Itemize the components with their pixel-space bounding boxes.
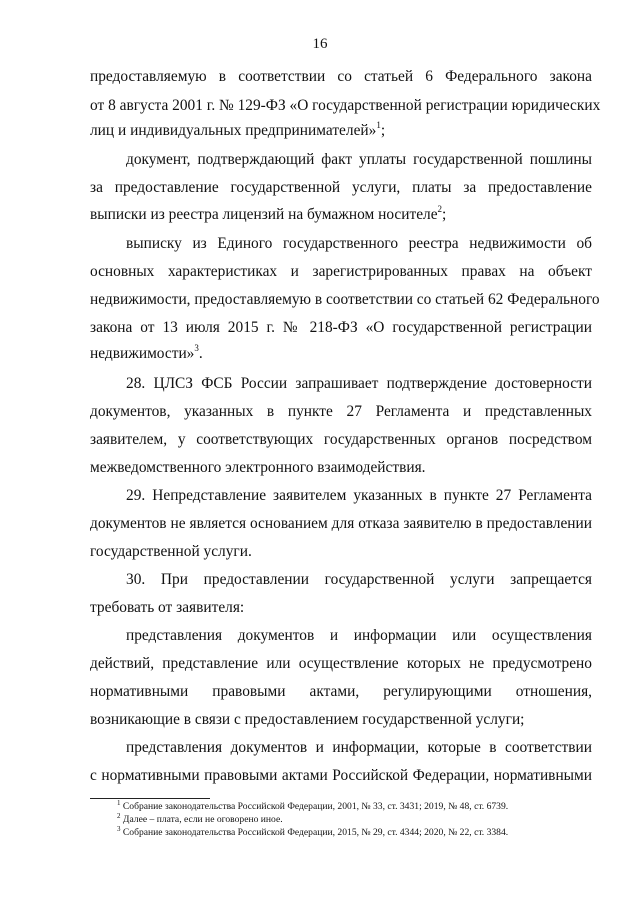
text-line: с нормативными правовыми актами Российской Федерации, нормативными — [90, 767, 592, 784]
page-number: 16 — [312, 36, 328, 52]
footnote: $^3$ Собрание законодательства Российской Федерации, 2015, № 29, ст. 4344; 2020, № 22, ст. 3384. — [117, 824, 509, 838]
text-line: недвижимости»$^3$. — [90, 342, 203, 362]
text-line: 29. Непредставление заявителем указанных в пункте 27 Регламента — [126, 487, 592, 504]
text-line: нормативными правовыми актами, регулирующими отношения, — [90, 683, 592, 700]
text-line: выписки из реестра лицензий на бумажном носителе$^2$; — [90, 203, 447, 223]
text-line: требовать от заявителя: — [90, 599, 245, 616]
text-line: недвижимости, предоставляемую в соответствии со статьей 62 Федерального — [90, 291, 600, 308]
text-line: межведомственного электронного взаимодействия. — [90, 459, 426, 476]
text-line: предоставляемую в соответствии со статьей 6 Федерального закона — [90, 68, 592, 85]
footnote-divider — [90, 798, 210, 799]
text-line: 28. ЦЛСЗ ФСБ России запрашивает подтверждение достоверности — [126, 375, 592, 392]
footnote-ref: 2 — [437, 203, 443, 214]
footnote-mark: 2 — [117, 811, 121, 820]
footnote: $^2$ Далее – плата, если не оговорено иное. — [117, 811, 283, 825]
footnote-mark: 3 — [117, 824, 121, 833]
footnote-ref: 1 — [376, 119, 381, 130]
footnote-ref: 3 — [194, 342, 199, 353]
text-line: от 8 августа 2001 г. № 129-ФЗ «О государственной регистрации юридических — [90, 97, 601, 114]
text-line: закона от 13 июля 2015 г. № 218-ФЗ «О государственной регистрации — [90, 319, 592, 336]
text-line: возникающие в связи с предоставлением государственной услуги; — [90, 711, 525, 728]
text-line: действий, представление или осуществление которых не предусмотрено — [90, 655, 592, 672]
footnote-mark: 1 — [117, 798, 121, 807]
text-line: документ, подтверждающий факт уплаты государственной пошлины — [126, 151, 592, 168]
text-line: государственной услуги. — [90, 543, 252, 560]
text-line: документов, указанных в пункте 27 Регламента и представленных — [90, 403, 592, 420]
text-line: лиц и индивидуальных предпринимателей»$^1$; — [90, 119, 386, 139]
text-line: заявителем, у соответствующих государственных органов посредством — [90, 431, 592, 448]
text-line: выписку из Единого государственного реестра недвижимости об — [126, 235, 592, 252]
text-line: за предоставление государственной услуги, платы за предоставление — [90, 179, 592, 196]
text-line: основных характеристиках и зарегистрированных правах на объект — [90, 263, 592, 280]
text-line: представления документов и информации или осуществления — [126, 627, 592, 644]
text-line: документов не является основанием для отказа заявителю в предоставлении — [90, 515, 592, 532]
text-line: представления документов и информации, которые в соответствии — [126, 739, 592, 756]
text-line: 30. При предоставлении государственной услуги запрещается — [126, 571, 592, 588]
footnote: $^1$ Собрание законодательства Российской Федерации, 2001, № 33, ст. 3431; 2019, № 48, ст. 6739. — [117, 798, 509, 812]
